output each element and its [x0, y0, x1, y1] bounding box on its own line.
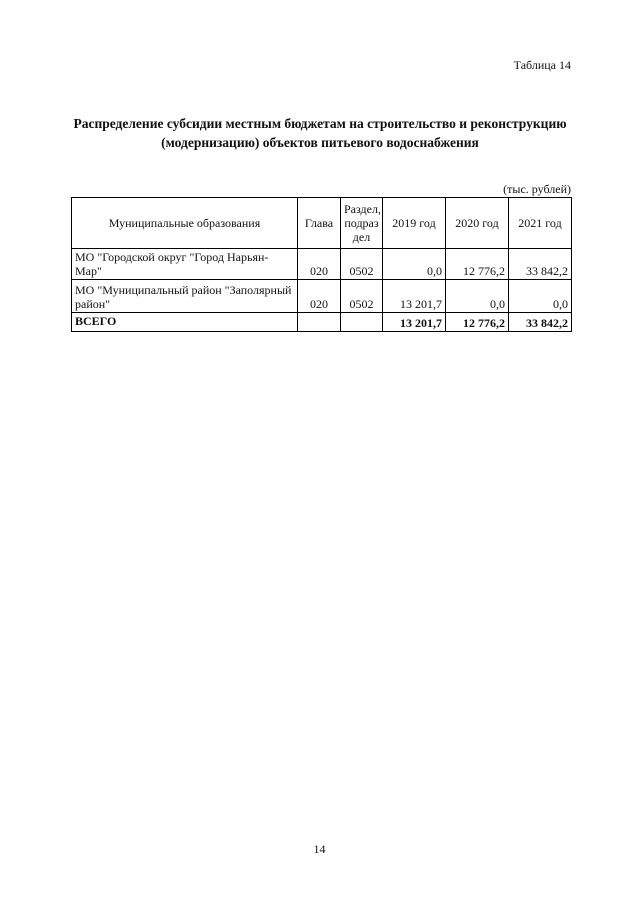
total-row — [72, 313, 572, 332]
total-2020: 12 776,2 — [446, 313, 509, 332]
subsidy-table — [71, 197, 572, 332]
table-header-row — [72, 198, 572, 249]
table-row — [72, 249, 572, 280]
header-2020: 2020 год — [446, 198, 509, 249]
cell-chapter: 020 — [298, 249, 341, 280]
table-row — [72, 280, 572, 313]
cell-municipality: МО "Городской округ "Город Нарьян-Мар" — [72, 249, 298, 280]
total-2019: 13 201,7 — [383, 313, 446, 332]
header-municipality: Муниципальные образования — [72, 198, 298, 249]
page-number: 14 — [313, 842, 326, 856]
header-section — [341, 198, 383, 249]
title-line-1: Распределение субсидии местным бюджетам на строительство и реконструкцию — [73, 116, 567, 131]
cell-2019: 0,0 — [383, 249, 446, 280]
cell-2020: 0,0 — [446, 280, 509, 313]
header-chapter: Глава — [298, 198, 341, 249]
table-number: Таблица 14 — [513, 58, 571, 72]
units-label: (тыс. рублей) — [503, 182, 571, 196]
title-line-2: (модернизацию) объектов питьевого водоснабжения — [161, 135, 479, 150]
total-label: ВСЕГО — [72, 313, 298, 332]
total-2021: 33 842,2 — [509, 313, 572, 332]
cell-municipality: МО "Муниципальный район "Заполярный район" — [72, 280, 298, 313]
cell-section: 0502 — [341, 249, 383, 280]
total-section-empty — [341, 313, 383, 332]
header-2021: 2021 год — [509, 198, 572, 249]
cell-chapter: 020 — [298, 280, 341, 313]
cell-2019: 13 201,7 — [383, 280, 446, 313]
cell-2020: 12 776,2 — [446, 249, 509, 280]
cell-2021: 33 842,2 — [509, 249, 572, 280]
total-chapter-empty — [298, 313, 341, 332]
header-section-line-3: дел — [352, 230, 371, 244]
cell-2021: 0,0 — [509, 280, 572, 313]
header-section-line-2: подраз — [344, 216, 379, 230]
header-2019: 2019 год — [383, 198, 446, 249]
header-section-line-1: Раздел, — [344, 202, 381, 216]
document-title — [60, 114, 580, 152]
cell-section: 0502 — [341, 280, 383, 313]
